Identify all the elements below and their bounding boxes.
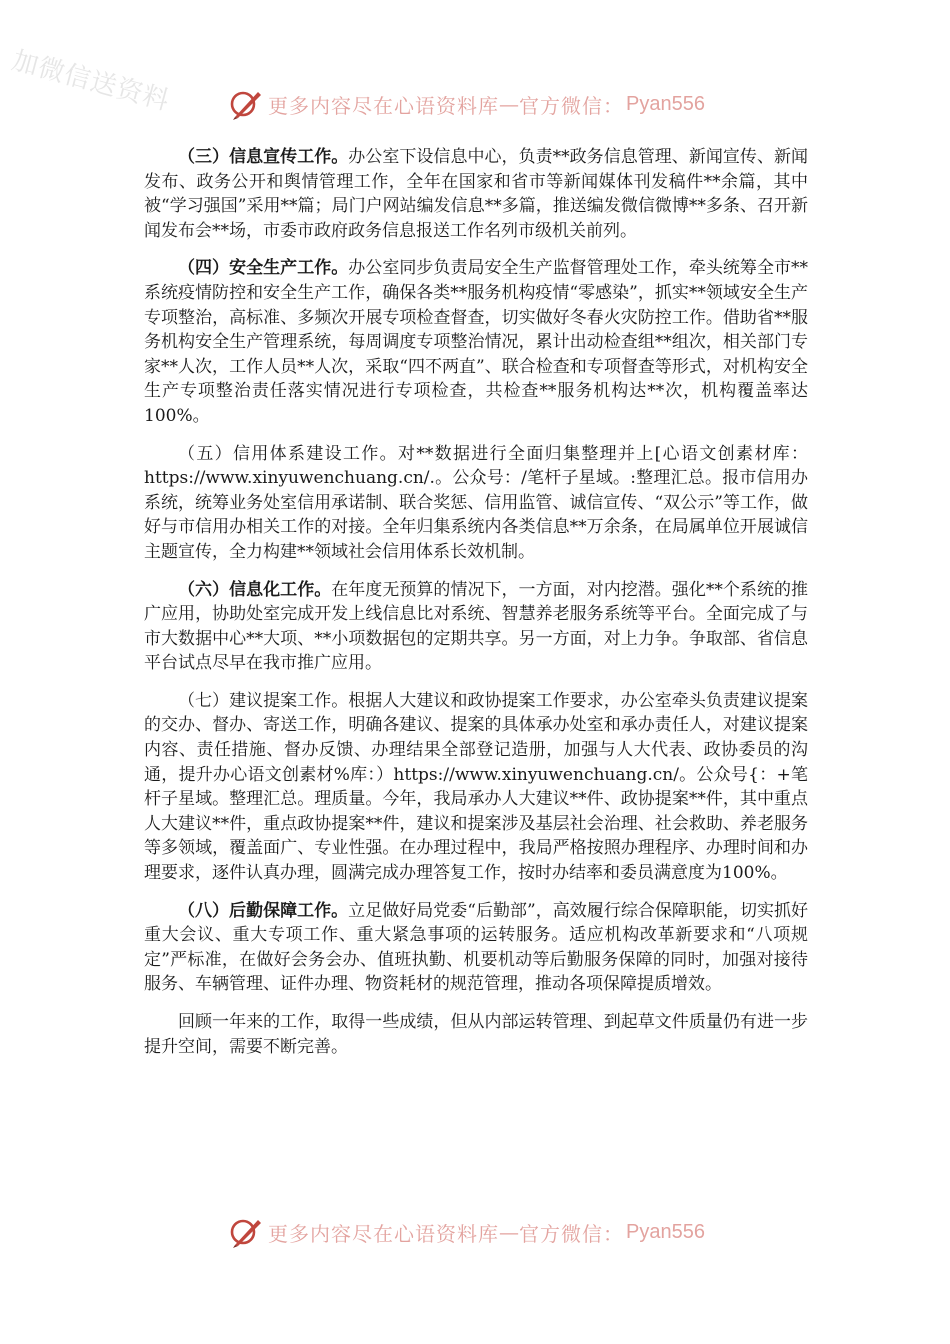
- paragraph-text: 办公室下设信息中心，负责**政务信息管理、新闻宣传、新闻发布、政务公开和舆情管理工作，全年在国家和省市等新闻媒体刊发稿件**余篇，其中被“学习强国”采用**篇；局门户网站编发信息**多篇，推送编发微信微博**多条、召开新闻发布会**场，市委市政府政务信息报送工作名列市级机关前列。: [144, 147, 809, 241]
- paragraph-text: （七）建议提案工作。根据人大建议和政协提案工作要求，办公室牵头负责建议提案的交办、督办、寄送工作，明确各建议、提案的具体承办处室和承办责任人，对建议提案内容、责任措施、督办反馈、办理结果全部登记造册，加强与人大代表、政协委员的沟通，提升办心语文创素材%库：）https://www.xinyuwenchuang.cn/。公众号{：+笔杆子星域。整理汇总。理质量。今年，我局承办人大建议**件、政协提案**件，其中重点人大建议**件，重点政协提案**件，建议和提案涉及基层社会治理、社会救助、养老服务等多领域，覆盖面广、专业性强。在办理过程中，我局严格按照办理程序、办理时间和办理要求，逐件认真办理，圆满完成办理答复工作，按时办结率和委员满意度为100%。: [144, 690, 808, 884]
- header-banner: [228, 84, 705, 124]
- paragraph-6: [144, 578, 808, 676]
- banner-text: 更多内容尽在心语资料库: [268, 1221, 499, 1246]
- footer-banner: [228, 1212, 705, 1252]
- diagonal-watermark: 加微信送资料: [8, 45, 173, 117]
- banner-wechat-id: Pyan556: [626, 1220, 705, 1243]
- banner-separator: —: [499, 1220, 519, 1244]
- paragraph-conclusion: [144, 1010, 808, 1059]
- paragraph-heading: （八）后勤保障工作。: [178, 900, 349, 921]
- paragraph-text: 立足做好局党委“后勤部”，高效履行综合保障职能，切实抓好重大会议、重大专项工作、重大紧急事项的运转服务。适应机构改革新要求和“八项规定”严标准，在做好会务会办、值班执勤、机要机动等后勤服务保障的同时，加强对接待服务、车辆管理、证件办理、物资耗材的规范管理，推动各项保障提质增效。: [144, 900, 808, 995]
- banner-text: 更多内容尽在心语资料库: [268, 93, 499, 118]
- paragraph-3: [144, 145, 808, 243]
- paragraph-heading: （六）信息化工作。: [178, 579, 332, 600]
- pen-logo-icon: [228, 1214, 264, 1250]
- banner-wechat-id: Pyan556: [626, 92, 705, 115]
- banner-subtitle: 官方微信：: [519, 93, 624, 118]
- paragraph-8: [144, 899, 808, 997]
- paragraph-text: 回顾一年来的工作，取得一些成绩，但从内部运转管理、到起草文件质量仍有进一步提升空间，需要不断完善。: [144, 1012, 808, 1057]
- paragraph-7: [144, 689, 808, 886]
- paragraph-4: [144, 256, 808, 428]
- banner-subtitle: 官方微信：: [519, 1221, 624, 1246]
- paragraph-text: 办公室同步负责局安全生产监督管理处工作，牵头统筹全市**系统疫情防控和安全生产工作，确保各类**服务机构疫情“零感染”，抓实**领域安全生产专项整治，高标准、多频次开展专项检查督查，切实做好冬春火灾防控工作。借助省**服务机构安全生产管理系统，每周调度专项整治情况，累计出动检查组**组次，相关部门专家**人次，工作人员**人次，采取“四不两直”、联合检查和专项督查等形式，对机构安全生产专项整治责任落实情况进行专项检查，共检查**服务机构达**次，机构覆盖率达100%。: [144, 258, 809, 426]
- paragraph-5: [144, 442, 808, 565]
- document-body: [144, 145, 808, 1072]
- paragraph-heading: （三）信息宣传工作。: [178, 147, 349, 167]
- pen-logo-icon: [228, 86, 264, 122]
- paragraph-text: 在年度无预算的情况下，一方面，对内挖潜。强化**个系统的推广应用，协助处室完成开发上线信息比对系统、智慧养老服务系统等平台。全面完成了与市大数据中心**大项、**小项数据包的定期共享。另一方面，对上力争。争取部、省信息平台试点尽早在我市推广应用。: [144, 579, 808, 674]
- banner-separator: —: [499, 92, 519, 116]
- paragraph-text: （五）信用体系建设工作。对**数据进行全面归集整理并上[心语文创素材库：https://www.xinyuwenchuang.cn/.。公众号：/笔杆子星域。:整理汇总。报市信用办系统，统筹业务处室信用承诺制、联合奖惩、信用监管、诚信宣传、“双公示”等工作，做好与市信用办相关工作的对接。全年归集系统内各类信息**万余条，在局属单位开展诚信主题宣传，全力构建**领域社会信用体系长效机制。: [144, 443, 808, 562]
- paragraph-heading: （四）安全生产工作。: [178, 258, 349, 279]
